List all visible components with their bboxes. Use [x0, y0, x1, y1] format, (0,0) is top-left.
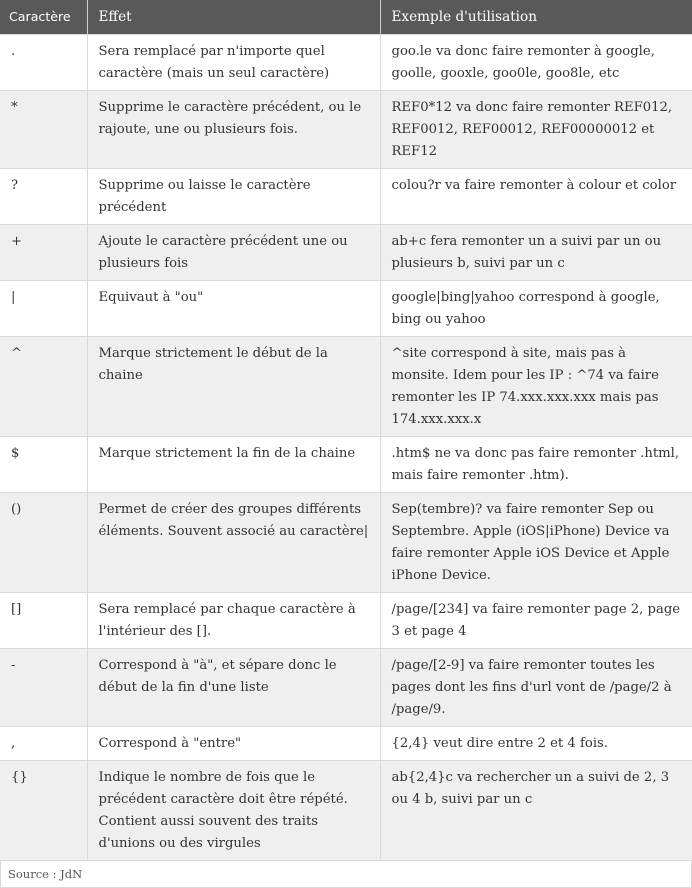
table-row [0, 91, 692, 169]
cell-character: | [0, 281, 87, 337]
cell-character: $ [0, 437, 87, 493]
cell-character: , [0, 727, 87, 761]
cell-effect: Correspond à "à", et sépare donc le début de la fin d'une liste [87, 649, 380, 727]
table-row [0, 169, 692, 225]
cell-example: goo.le va donc faire remonter à google, goolle, gooxle, goo0le, goo8le, etc [380, 35, 692, 91]
cell-example: colou?r va faire remonter à colour et color [380, 169, 692, 225]
table-body [0, 35, 692, 861]
table-row [0, 281, 692, 337]
cell-example: ^site correspond à site, mais pas à monsite. Idem pour les IP : ^74 va faire remonter les IP 74.xxx.xxx.xxx mais pas 174.xxx.xxx.x [380, 337, 692, 437]
table-row [0, 493, 692, 593]
cell-example: REF0*12 va donc faire remonter REF012, REF0012, REF00012, REF00000012 et REF12 [380, 91, 692, 169]
table-row [0, 761, 692, 861]
table-row [0, 593, 692, 649]
cell-effect: Permet de créer des groupes différents éléments. Souvent associé au caractère| [87, 493, 380, 593]
source-caption: Source : JdN [0, 861, 692, 888]
cell-effect: Ajoute le caractère précédent une ou plusieurs fois [87, 225, 380, 281]
cell-character: - [0, 649, 87, 727]
cell-example: ab+c fera remonter un a suivi par un ou plusieurs b, suivi par un c [380, 225, 692, 281]
cell-example: /page/[2-9] va faire remonter toutes les pages dont les fins d'url vont de /page/2 à /page/9. [380, 649, 692, 727]
table-row [0, 649, 692, 727]
cell-effect: Sera remplacé par n'importe quel caractère (mais un seul caractère) [87, 35, 380, 91]
table-row [0, 727, 692, 761]
cell-effect: Supprime ou laisse le caractère précédent [87, 169, 380, 225]
cell-character: () [0, 493, 87, 593]
cell-character: ? [0, 169, 87, 225]
cell-character: [] [0, 593, 87, 649]
cell-effect: Supprime le caractère précédent, ou le rajoute, une ou plusieurs fois. [87, 91, 380, 169]
table-header [0, 0, 692, 35]
header-row [0, 0, 692, 35]
header-effect: Effet [87, 0, 380, 35]
cell-example: Sep(tembre)? va faire remonter Sep ou Septembre. Apple (iOS|iPhone) Device va faire remonter Apple iOS Device et Apple iPhone Device. [380, 493, 692, 593]
cell-example: /page/[234] va faire remonter page 2, page 3 et page 4 [380, 593, 692, 649]
table-row [0, 225, 692, 281]
cell-character: + [0, 225, 87, 281]
cell-effect: Marque strictement la fin de la chaine [87, 437, 380, 493]
cell-effect: Marque strictement le début de la chaine [87, 337, 380, 437]
header-character: Caractère [0, 0, 87, 35]
cell-example: .htm$ ne va donc pas faire remonter .html, mais faire remonter .htm). [380, 437, 692, 493]
cell-effect: Indique le nombre de fois que le précédent caractère doit être répété. Contient aussi souvent des traits d'unions ou des virgules [87, 761, 380, 861]
cell-character: {} [0, 761, 87, 861]
cell-character: . [0, 35, 87, 91]
cell-effect: Correspond à "entre" [87, 727, 380, 761]
cell-effect: Equivaut à "ou" [87, 281, 380, 337]
header-example: Exemple d'utilisation [380, 0, 692, 35]
cell-effect: Sera remplacé par chaque caractère à l'intérieur des []. [87, 593, 380, 649]
table-row [0, 437, 692, 493]
cell-example: google|bing|yahoo correspond à google, bing ou yahoo [380, 281, 692, 337]
cell-example: ab{2,4}c va rechercher un a suivi de 2, 3 ou 4 b, suivi par un c [380, 761, 692, 861]
cell-character: * [0, 91, 87, 169]
cell-character: ^ [0, 337, 87, 437]
table-row [0, 35, 692, 91]
cell-example: {2,4} veut dire entre 2 et 4 fois. [380, 727, 692, 761]
table-row [0, 337, 692, 437]
